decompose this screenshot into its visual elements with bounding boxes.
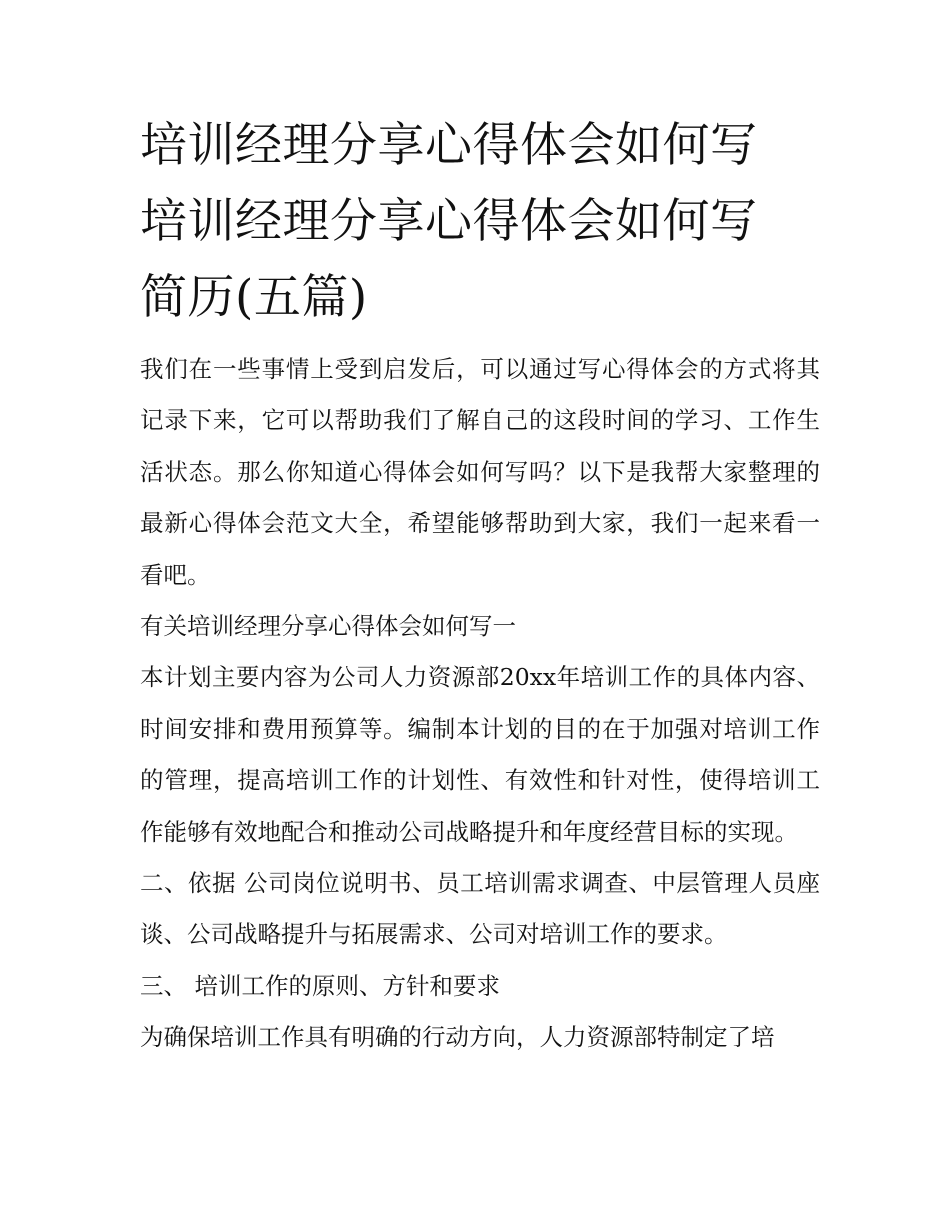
intro-paragraph: 我们在一些事情上受到启发后，可以通过写心得体会的方式将其记录下来，它可以帮助我们了解自己的这段时间的学习、工作生活状态。那么你知道心得体会如何写吗？以下是我帮大家整理的最新心得体会范文大全，希望能够帮助到大家，我们一起来看一看吧。 bbox=[140, 355, 820, 589]
basis-paragraph: 二、依据 公司岗位说明书、员工培训需求调查、中层管理人员座谈、公司战略提升与拓展需求、公司对培训工作的要求。 bbox=[140, 869, 820, 949]
title-line-2: 培训经理分享心得体会如何写 bbox=[140, 194, 758, 249]
principles-heading: 三、 培训工作的原则、方针和要求 bbox=[140, 971, 500, 1000]
section-heading-1: 有关培训经理分享心得体会如何写一 bbox=[140, 612, 516, 641]
title-line-3: 简历(五篇) bbox=[140, 270, 368, 325]
title-line-1: 培训经理分享心得体会如何写 bbox=[140, 118, 758, 173]
plan-paragraph: 本计划主要内容为公司人力资源部20xx年培训工作的具体内容、时间安排和费用预算等。编制本计划的目的在于加强对培训工作的管理，提高培训工作的计划性、有效性和针对性，使得培训工作能够有效地配合和推动公司战略提升和年度经营目标的实现。 bbox=[140, 663, 820, 846]
document-title bbox=[140, 108, 820, 336]
principles-paragraph: 为确保培训工作具有明确的行动方向，人力资源部特制定了培 bbox=[140, 1023, 775, 1052]
document-body bbox=[140, 108, 820, 1064]
